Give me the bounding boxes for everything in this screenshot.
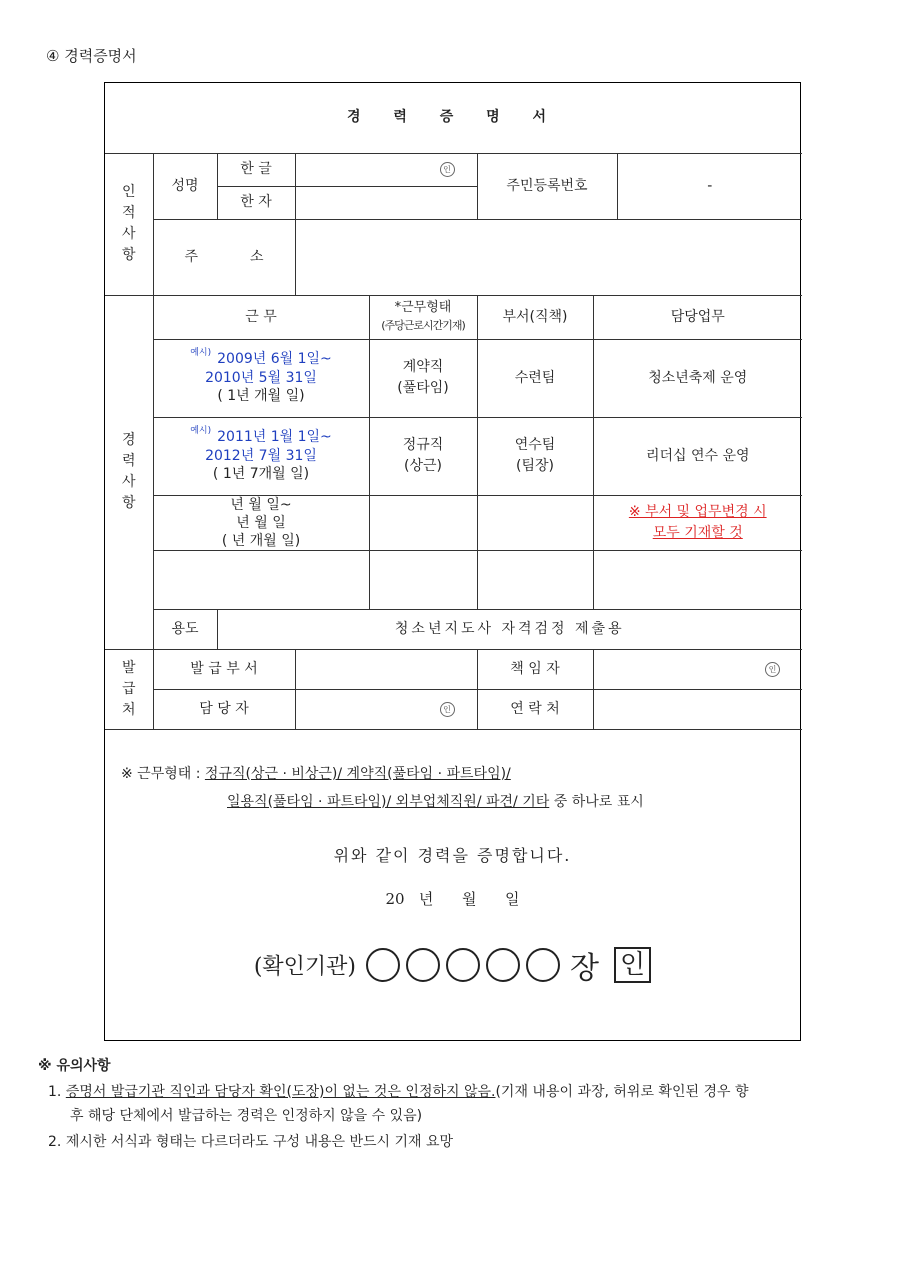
form-number-header: ④ 경력증명서 [46, 47, 137, 65]
hangul-name-field[interactable] [295, 153, 477, 186]
career-row [105, 551, 802, 610]
signer-line [105, 943, 800, 987]
issuer-section-label: 발 급 처 [105, 650, 153, 730]
hanja-name-field[interactable] [295, 186, 477, 219]
seal-icon: 인 [440, 702, 455, 717]
career-certificate-form [104, 82, 801, 1041]
notice-title: ※ 유의사항 [38, 1058, 111, 1074]
duty-cell[interactable] [593, 551, 802, 610]
hanja-label: 한 자 [217, 186, 295, 219]
issue-date: 20 년 월 일 [385, 890, 520, 908]
period-cell[interactable]: $^{예시)}$ 2011년 1월 1일~ 2012년 7월 31일 ( 1년 7개월 일) [153, 417, 369, 495]
career-row [105, 417, 802, 495]
seal-icon: 인 [440, 162, 455, 177]
rrn-field[interactable]: - [617, 153, 802, 219]
blank-circle [526, 948, 560, 982]
blank-circle [366, 948, 400, 982]
period-cell[interactable]: $^{예시)}$ 2009년 6월 1일~ 2010년 5월 31일 ( 1년 개월 일) [153, 339, 369, 417]
responsible-field[interactable] [593, 650, 802, 690]
work-type-cell[interactable] [369, 551, 477, 610]
period-cell[interactable]: 년 월 일~ 년 월 일 ( 년 개월 일) [153, 495, 369, 551]
signer-prefix: (확인기관) [253, 954, 357, 980]
seal-icon: 인 [765, 662, 780, 677]
responsible-label: 책 임 자 [477, 650, 593, 690]
contact-person-label: 담 당 자 [153, 690, 295, 730]
issuing-dept-field[interactable] [295, 650, 477, 690]
work-type-cell[interactable]: 계약직 (풀타임) [369, 339, 477, 417]
notice-item-1-cont: 후 해당 단체에서 발급하는 경력은 인정하지 않을 수 있음) [70, 1108, 423, 1124]
contact-person-field[interactable] [295, 690, 477, 730]
duty-cell[interactable]: 청소년축제 운영 [593, 339, 802, 417]
issuing-dept-label: 발 급 부 서 [153, 650, 295, 690]
work-type-cell[interactable] [369, 495, 477, 551]
duty-cell[interactable]: 리더십 연수 운영 [593, 417, 802, 495]
signer-suffix: 장 [570, 951, 600, 986]
dept-cell[interactable]: 수련팀 [477, 339, 593, 417]
period-header: 근 무 [153, 295, 369, 339]
phone-label: 연 락 처 [477, 690, 593, 730]
period-cell[interactable] [153, 551, 369, 610]
blank-circle [486, 948, 520, 982]
notice-item-1: 1. 증명서 발급기관 직인과 담당자 확인(도장)이 없는 것은 인정하지 않음.(기재 내용이 과장, 허위로 확인된 경우 향 [48, 1084, 749, 1100]
career-row [105, 495, 802, 551]
certify-statement: 위와 같이 경력을 증명합니다. [333, 846, 572, 865]
dept-cell[interactable]: 연수팀 (팀장) [477, 417, 593, 495]
address-field[interactable] [295, 219, 802, 295]
name-label: 성명 [153, 153, 217, 219]
dept-cell[interactable] [477, 551, 593, 610]
certificate-table [105, 83, 802, 730]
work-type-cell[interactable]: 정규직 (상근) [369, 417, 477, 495]
blank-circle [406, 948, 440, 982]
career-row [105, 339, 802, 417]
work-type-note-line2: 일용직(풀타임 · 파트타임)/ 외부업체직원/ 파견/ 기타 중 하나로 표시 [227, 794, 644, 810]
hangul-label: 한 글 [217, 153, 295, 186]
dept-cell[interactable] [477, 495, 593, 551]
work-type-header: *근무형태 (주당근로시간기재) [369, 295, 477, 339]
blank-circle [446, 948, 480, 982]
purpose-label: 용도 [153, 610, 217, 650]
address-label: 주 소 [153, 219, 295, 295]
duty-cell[interactable]: ※ 부서 및 업무변경 시 모두 기재할 것 [593, 495, 802, 551]
work-type-note-line1: ※ 근무형태 : 정규직(상근 · 비상근)/ 계약직(풀타임 · 파트타임)/ [121, 766, 511, 782]
duty-header: 담당업무 [593, 295, 802, 339]
personal-section-label: 인 적 사 항 [105, 153, 153, 295]
notice-item-2: 2. 제시한 서식과 형태는 다르더라도 구성 내용은 반드시 기재 요망 [48, 1134, 454, 1150]
form-title: 경 력 증 명 서 [105, 83, 802, 153]
purpose-value[interactable]: 청소년지도사 자격검정 제출용 [217, 610, 802, 650]
rrn-label: 주민등록번호 [477, 153, 617, 219]
career-section-label: 경 력 사 항 [105, 295, 153, 650]
phone-field[interactable] [593, 690, 802, 730]
dept-header: 부서(직책) [477, 295, 593, 339]
official-seal: 인 [614, 947, 651, 983]
